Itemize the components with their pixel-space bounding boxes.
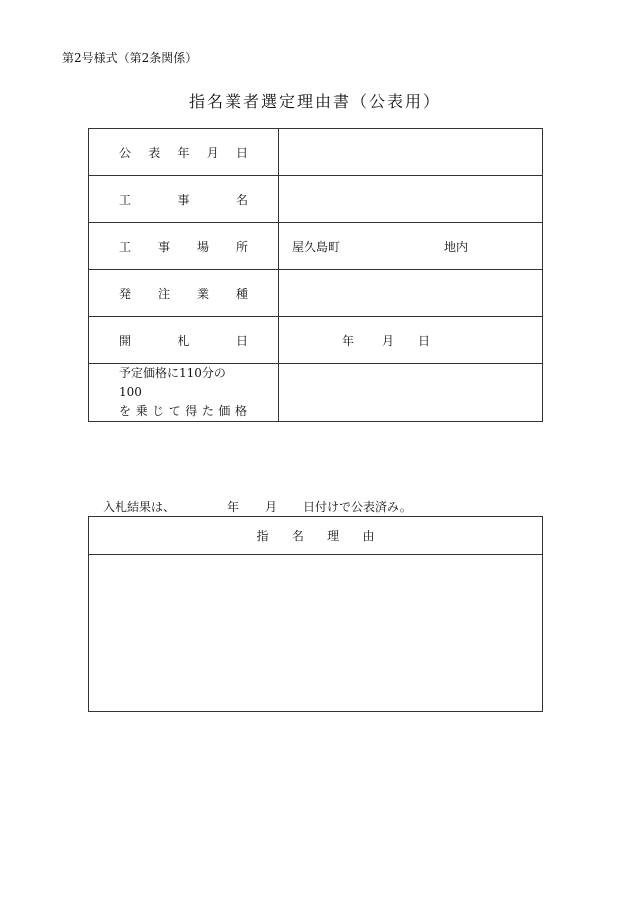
label-char: 場 — [196, 239, 209, 254]
site-suffix: 地内 — [444, 240, 469, 254]
label-bid-opening-date — [89, 317, 279, 364]
result-year: 年 — [227, 500, 240, 514]
header-char: 由 — [362, 529, 375, 543]
label-char: 得 — [185, 404, 198, 418]
label-order-category — [89, 270, 279, 317]
label-char: 工 — [119, 239, 132, 254]
label-char: 価 — [218, 404, 231, 418]
table-row — [89, 517, 543, 555]
label-char: 業 — [196, 286, 209, 301]
label-char: 開 — [119, 333, 132, 348]
date-year: 年 — [342, 334, 355, 348]
label-char: を — [119, 404, 132, 418]
result-month: 月 — [265, 500, 278, 514]
label-char: 月 — [206, 145, 219, 160]
header-char: 指 — [256, 529, 269, 543]
label-line-1: 予定価格に110分の100 — [119, 366, 226, 399]
site-town: 屋久島町 — [292, 240, 341, 254]
label-char: て — [168, 404, 181, 418]
label-char: じ — [152, 404, 165, 418]
value-construction-name[interactable] — [279, 176, 543, 223]
label-char: 名 — [235, 192, 248, 207]
label-char: 日 — [235, 145, 248, 160]
table-row — [89, 364, 543, 422]
label-char: 格 — [234, 404, 247, 418]
value-bid-opening-date[interactable] — [279, 317, 543, 364]
label-construction-site — [89, 223, 279, 270]
label-char: 公 — [119, 145, 132, 160]
label-char: 日 — [235, 333, 248, 348]
value-order-category[interactable] — [279, 270, 543, 317]
reason-header — [89, 517, 543, 555]
document-title: 指名業者選定理由書（公表用） — [188, 92, 441, 111]
label-char: 表 — [148, 145, 161, 160]
label-char: 注 — [157, 286, 170, 301]
form-number: 第2号様式（第2条関係） — [62, 51, 198, 65]
reason-table — [88, 516, 543, 712]
reason-body[interactable] — [89, 555, 543, 712]
label-char: 発 — [119, 286, 132, 301]
table-row — [89, 223, 543, 270]
date-day: 日 — [418, 334, 431, 348]
label-char: 工 — [119, 192, 132, 207]
table-row — [89, 129, 543, 176]
label-char: 事 — [177, 192, 190, 207]
info-table — [88, 128, 543, 422]
label-construction-name — [89, 176, 279, 223]
label-char: 所 — [235, 239, 248, 254]
label-char: 札 — [177, 333, 190, 348]
label-char: た — [201, 404, 214, 418]
value-publication-date[interactable] — [279, 129, 543, 176]
label-char: 種 — [235, 286, 248, 301]
date-month: 月 — [382, 334, 395, 348]
table-row — [89, 270, 543, 317]
label-char: 年 — [177, 145, 190, 160]
table-row — [89, 176, 543, 223]
header-char: 名 — [291, 529, 304, 543]
label-char: 事 — [157, 239, 170, 254]
table-row — [89, 555, 543, 712]
label-line-2 — [119, 402, 247, 421]
value-construction-site[interactable] — [279, 223, 543, 270]
result-suffix: 日付けで公表済み。 — [303, 500, 412, 514]
table-row — [89, 317, 543, 364]
label-publication-date — [89, 129, 279, 176]
result-prefix: 入札結果は、 — [103, 500, 176, 514]
value-estimated-price[interactable] — [279, 364, 543, 422]
label-estimated-price — [89, 364, 279, 422]
header-char: 理 — [327, 529, 340, 543]
label-char: 乗 — [135, 404, 148, 418]
